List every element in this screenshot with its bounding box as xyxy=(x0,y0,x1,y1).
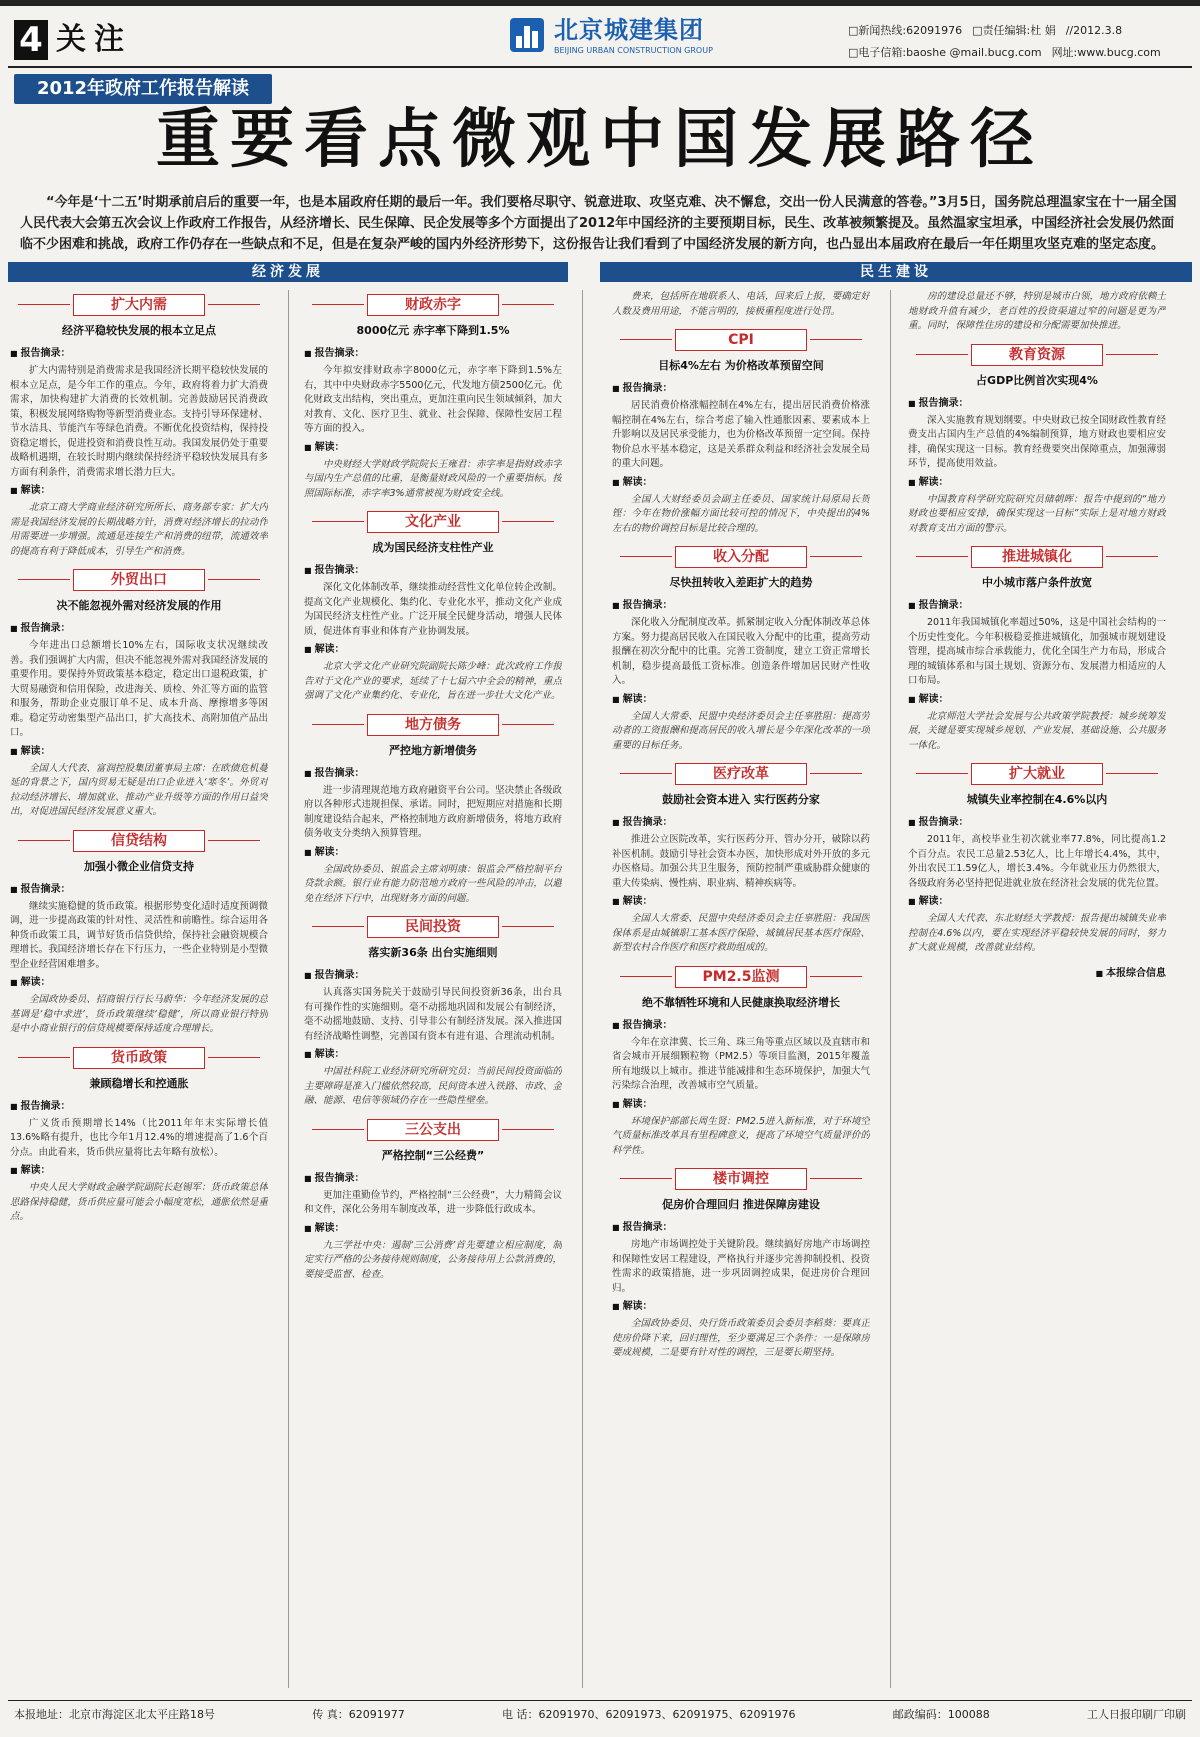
analysis-label: ■ 解读： xyxy=(10,975,268,991)
analysis-label: ■ 解读： xyxy=(908,475,1166,491)
article-subtitle: 尽快扭转收入差距扩大的趋势 xyxy=(669,576,813,589)
analysis-label: ■ 解读： xyxy=(10,1163,268,1179)
report-label: ■ 报告摘录： xyxy=(304,968,562,984)
article xyxy=(10,294,268,559)
report-label: ■ 报告摘录： xyxy=(908,598,1166,614)
footer-rule xyxy=(8,1700,1192,1701)
report-label: ■ 报告摘录： xyxy=(612,1220,870,1236)
analysis-label: ■ 解读： xyxy=(612,692,870,708)
report-text: 今年拟安排财政赤字8000亿元，赤字率下降到1.5%左右，其中中央财政赤字5500亿元，代发地方债2500亿元。优化财政支出结构，突出重点，更加注重向民生领域倾斜，加大对教育、文化、医疗卫生、就业、社会保障、保障性安居工程等方面的投入。 xyxy=(304,365,562,434)
issue-date: //2012.3.8 xyxy=(1065,24,1123,37)
footer-address: 本报地址：北京市海淀区北太平庄路18号 xyxy=(14,1708,215,1721)
analysis-label: ■ 解读： xyxy=(908,894,1166,910)
lead-paragraph: “今年是‘十二五’时期承前启后的重要一年，也是本届政府任期的最后一年。我们要格尽职守、锐意进取、攻坚克难、决不懈怠，交出一份人民满意的答卷。”3月5日，国务院总理温家宝在十一届全国人民代表大会第五次会议上作政府工作报告，从经济增长、民生保障、民企发展等多个方面提出了2012年中国经济的主要预期目标，民生、改革被频繁提及。虽然温家宝坦承，中国经济社会发展仍然面临不少困难和挑战，政府工作仍存在一些缺点和不足，但是在复杂严峻的国内外经济形势下，这份报告让我们看到了中国经济发展的新方向，也凸显出本届政府在最后一年任期里攻坚克难的坚定态度。 xyxy=(20,195,1177,252)
article xyxy=(612,546,870,753)
footer-postcode: 邮政编码：100088 xyxy=(892,1708,990,1721)
column-2 xyxy=(304,290,562,1690)
logo-cn: 北京城建集团 xyxy=(554,16,704,44)
analysis-label: ■ 解读： xyxy=(304,1047,562,1063)
article-tag: 楼市调控 xyxy=(675,1168,807,1190)
report-label: ■ 报告摘录： xyxy=(10,346,268,362)
article-subtitle: 绝不靠牺牲环境和人民健康换取经济增长 xyxy=(642,995,840,1009)
article xyxy=(304,294,562,501)
report-label: ■ 报告摘录： xyxy=(612,1018,870,1034)
article xyxy=(908,546,1166,753)
report-text: 深化收入分配制度改革。抓紧制定收入分配体制改革总体方案。努力提高居民收入在国民收入分配中的比重，提高劳动报酬在初次分配中的比重。完善工资制度，建立工资正常增长机制，稳步提高最低工资标准。创造条件增加居民财产性收入。 xyxy=(612,617,870,686)
analysis-text: 全国人大常委、民盟中央经济委员会主任辜胜阻：我国医保体系是由城镇职工基本医疗保险、城镇居民基本医疗保险、新型农村合作医疗和医疗救助组成的。 xyxy=(612,913,870,953)
analysis-label: ■ 解读： xyxy=(10,483,268,499)
article-subtitle: 8000亿元 赤字率下降到1.5% xyxy=(356,324,510,337)
article xyxy=(304,1119,562,1283)
article-tag: 扩大内需 xyxy=(73,294,205,316)
report-text: 房地产市场调控处于关键阶段。继续搞好房地产市场调控和保障性安居工程建设，严格执行并逐步完善抑制投机、投资性需求的政策措施，进一步巩固调控成果，促进房价合理回归。 xyxy=(612,1239,870,1294)
analysis-text: 环境保护部部长周生贤：PM2.5进入新标准，对于环境空气质量标准改革具有里程碑意义，提高了环境空气质量评价的科学性。 xyxy=(612,1115,870,1156)
band-economy: 经济发展 xyxy=(8,262,568,282)
report-label: ■ 报告摘录： xyxy=(10,1099,268,1115)
report-text: 2011年我国城镇化率超过50%，这是中国社会结构的一个历史性变化。今年积极稳妥推进城镇化，加强城市规划建设管理，提高城市综合承载能力，优化全国生产力布局，形成合理的城镇体系和与国土规划、资源分布、发展潜力相适应的人口布局。 xyxy=(908,617,1166,686)
section-name: 关注 xyxy=(56,22,132,57)
report-text: 推进公立医院改革，实行医药分开、管办分开，破除以药补医机制。鼓励引导社会资本办医，加快形成对外开放的多元办医格局。加强公共卫生服务，预防控制严重威胁群众健康的重大传染病、慢性病、职业病、精神疾病等。 xyxy=(612,834,870,889)
report-text: 2011年，高校毕业生初次就业率77.8%，同比提高1.2个百分点。农民工总量2.53亿人，比上年增长4.4%，其中，外出农民工1.59亿人，增长3.4%。今年就业压力仍然很大，各级政府务必坚持把促进就业放在经济社会发展的优先位置。 xyxy=(908,834,1166,889)
analysis-label: ■ 解读： xyxy=(304,845,562,861)
analysis-text: 中国社科院工业经济研究所研究员：当前民间投资面临的主要障碍是准入门槛依然较高，民间资本进入铁路、市政、金融、能源、电信等领域仍存在一些隐性壁垒。 xyxy=(304,1066,562,1106)
report-text: 深化文化体制改革，继续推动经营性文化单位转企改制。提高文化产业规模化、集约化、专业化水平，推动文化产业成为国民经济支柱性产业。广泛开展全民健身活动，增强人民体质，促进体育事业和体育产业协调发展。 xyxy=(304,582,562,637)
analysis-text: 费来，包括所在地联系人、电话，回来后上报，要确定好人数及费用用途，不能言明的，接极重程度进行处罚。 xyxy=(612,291,870,317)
report-label: ■ 报告摘录： xyxy=(304,766,562,782)
topic-banner: 2012年政府工作报告解读 xyxy=(14,74,272,104)
analysis-label: ■ 解读： xyxy=(612,1299,870,1315)
column-rule xyxy=(890,290,891,1688)
article-tag: 信贷结构 xyxy=(73,830,205,852)
article-tag: 教育资源 xyxy=(971,344,1103,366)
article-tag: 民间投资 xyxy=(367,916,499,938)
article-tag: CPI xyxy=(675,329,807,351)
report-label: ■ 报告摘录： xyxy=(612,815,870,831)
analysis-text: 全国人大常委、民盟中央经济委员会主任辜胜阻：提高劳动者的工资报酬和提高居民的收入增长是今年深化改革的一项重要的目标任务。 xyxy=(612,710,870,751)
article-tag: 地方债务 xyxy=(367,714,499,736)
analysis-label: ■ 解读： xyxy=(612,475,870,491)
article-tag: PM2.5监测 xyxy=(675,966,807,988)
column-rule xyxy=(582,290,583,1688)
article xyxy=(304,916,562,1109)
article xyxy=(10,569,268,820)
article xyxy=(10,830,268,1037)
footer-fax: 传 真：62091977 xyxy=(312,1708,405,1721)
email-link[interactable]: □电子信箱:baoshe @mail.bucg.com xyxy=(848,46,1042,59)
article-subtitle: 落实新36条 出台实施细则 xyxy=(368,946,498,959)
report-text: 今年进出口总额增长10%左右，国际收支状况继续改善。我们强调扩大内需，但决不能忽视外需对我国经济发展的重要作用。要保持外贸政策基本稳定，稳定出口退税政策，扩大贸易融资和信用保险，改进海关、质检、外汇等方面的监管和服务，帮助企业克服订单不足、成本升高、摩擦增多等困难。稳定劳动密集型产品出口，扩大高技术、高附加值产品出口。 xyxy=(10,640,268,738)
analysis-text: 北京工商大学商业经济研究所所长、商务部专家：扩大内需是我国经济发展的长期战略方针，消费对经济增长的拉动作用需要进一步增强。流通是连接生产和消费的纽带，流通效率的提高有利于降低成本，引导生产和消费。 xyxy=(10,502,268,557)
article xyxy=(612,763,870,956)
article-subtitle: 加强小微企业信贷支持 xyxy=(84,859,194,873)
editor: □责任编辑:杜 娟 xyxy=(972,24,1056,37)
analysis-label: ■ 解读： xyxy=(612,1097,870,1113)
article-subtitle: 兼顾稳增长和控通胀 xyxy=(89,1076,189,1090)
article-subtitle: 占GDP比例首次实现4% xyxy=(976,373,1098,387)
top-rule xyxy=(0,0,1200,6)
analysis-label: ■ 解读： xyxy=(304,440,562,456)
article-tag: 医疗改革 xyxy=(675,763,807,785)
column-1 xyxy=(10,290,268,1690)
article xyxy=(612,290,870,319)
report-text: 认真落实国务院关于鼓励引导民间投资新36条，出台具有可操作性的实施细则。毫不动摇地巩固和发展公有制经济，毫不动摇地鼓励、支持、引导非公有制经济发展。深入推进国有经济战略性调整，完善国有资本有进有退、合理流动机制。 xyxy=(304,987,562,1042)
website-link[interactable]: 网址:www.bucg.com xyxy=(1051,46,1161,59)
analysis-text: 全国政协委员、央行货币政策委员会委员李稻葵：要真正使房价降下来，回归理性，至少要满足三个条件：一是保障房要成规模，二是要有针对性的调控，三是要长期坚持。 xyxy=(612,1318,870,1358)
article-subtitle: 目标4%左右 为价格改革预留空间 xyxy=(658,359,824,372)
analysis-text: 中国教育科学研究院研究员储朝晖：报告中提到的“地方财政也要相应安排，确保实现这一目标”实际上是对地方财政对教育支出方面的警示。 xyxy=(908,493,1166,534)
article-tag: 外贸出口 xyxy=(73,569,205,591)
report-text: 更加注重勤俭节约，严格控制“三公经费”，大力精简会议和文件，深化公务用车制度改革，进一步降低行政成本。 xyxy=(304,1189,562,1215)
report-label: ■ 报告摘录： xyxy=(304,563,562,579)
analysis-text: 北京师范大学社会发展与公共政策学院教授：城乡统筹发展，关键是要实现城乡规划、产业发展、基础设施、公共服务一体化。 xyxy=(908,710,1166,751)
hotline: □新闻热线:62091976 xyxy=(848,24,963,37)
footer xyxy=(14,1706,1186,1724)
footer-phone: 电 话：62091970、62091973、62091975、62091976 xyxy=(502,1708,796,1721)
article xyxy=(304,714,562,907)
article-tag: 扩大就业 xyxy=(971,763,1103,785)
header-rule xyxy=(8,66,1192,68)
report-label: ■ 报告摘录： xyxy=(612,381,870,397)
analysis-text: 全国政协委员、银监会主席刘明康：银监会严格控制平台贷款余额。银行业有能力防范地方政府一些风险的冲击，以避免在经济下行中，出现财务方面的问题。 xyxy=(304,863,562,904)
analysis-text: 全国人大代表、富润控股集团董事局主席：在欧债危机蔓延的背景之下，国内贸易无疑是出口企业进入‘寒冬’。外贸对拉动经济增长、增加就业、推动产业升级等方面的作用日益突出，对促进国民经济发展意义重大。 xyxy=(10,762,268,817)
article-subtitle: 严格控制“三公经费” xyxy=(381,1148,485,1162)
band-livelihood: 民生建设 xyxy=(600,262,1192,282)
report-label: ■ 报告摘录： xyxy=(304,346,562,362)
masthead-meta xyxy=(848,20,1193,64)
report-text: 深入实施教育规划纲要。中央财政已按全国财政性教育经费支出占国内生产总值的4%编制预算，地方财政也要相应安排，确保实现这一目标。教育经费要突出保障重点，加强薄弱环节，提高使用效益。 xyxy=(908,414,1166,469)
logo xyxy=(508,14,718,60)
report-text: 扩大内需特别是消费需求是我国经济长期平稳较快发展的根本立足点，是今年工作的重点。今年，政府将着力扩大消费需求，加快构建扩大消费的长效机制。完善鼓励居民消费政策，积极发展网络购物等新型消费业态。支持引导环保建材、节水洁具、节能汽车等绿色消费。不断优化投资结构，保持投资稳定增长，促进投资和消费良性互动。我国发展仍处于重要战略机遇期，在较长时期内继续保持经济平稳较快发展具有多方面有利条件，消费需求增长潜力巨大。 xyxy=(10,365,268,478)
report-label: ■ 报告摘录： xyxy=(908,396,1166,412)
analysis-label: ■ 解读： xyxy=(304,1221,562,1237)
analysis-text: 全国人大代表、东北财经大学教授：报告提出城镇失业率控制在4.6%以内，要在实现经济平稳较快发展的同时，努力扩大就业规模，改善就业结构。 xyxy=(908,913,1166,953)
report-label: ■ 报告摘录： xyxy=(304,1171,562,1187)
report-label: ■ 报告摘录： xyxy=(10,882,268,898)
article xyxy=(908,344,1166,537)
article-tag: 三公支出 xyxy=(367,1119,499,1141)
report-text: 今年在京津冀、长三角、珠三角等重点区域以及直辖市和省会城市开展细颗粒物（PM2.5）等项目监测，2015年覆盖所有地级以上城市。推进节能减排和生态环境保护，加强大气污染综合治理，改善城市空气质量。 xyxy=(612,1036,870,1091)
article-tag: 财政赤字 xyxy=(367,294,499,316)
article-tag: 收入分配 xyxy=(675,546,807,568)
report-label: ■ 报告摘录： xyxy=(612,598,870,614)
article-subtitle: 鼓励社会资本进入 实行医药分家 xyxy=(662,793,820,806)
analysis-text: 房的建设总量还不够，特别是城市白领，地方政府依赖土地财政升值有减少，老百姓的投资渠道过窄的问题是更为严重。同时，保障性住房的建设和分配需要加快推进。 xyxy=(908,291,1166,331)
report-label: ■ 报告摘录： xyxy=(908,815,1166,831)
article-subtitle: 决不能忽视外需对经济发展的作用 xyxy=(56,599,222,612)
article xyxy=(612,329,870,536)
article-tag: 推进城镇化 xyxy=(971,546,1103,568)
article xyxy=(612,1168,870,1361)
report-text: 居民消费价格涨幅控制在4%左右，提出居民消费价格涨幅控制在4%左右，综合考虑了输入性通胀因素、要素成本上升影响以及居民承受能力，也为价格改革预留一定空间。保持物价总水平基本稳定，这是关系群众利益和经济社会发展全局的重大问题。 xyxy=(612,400,870,469)
analysis-text: 中央人民大学财政金融学院副院长赵锡军：货币政策总体思路保持稳健，货币供应量可能会小幅度宽松，通胀依然是重点。 xyxy=(10,1182,268,1222)
report-label: ■ 报告摘录： xyxy=(10,621,268,637)
article-tag: 货币政策 xyxy=(73,1047,205,1069)
logo-mark-icon xyxy=(508,16,546,54)
article-subtitle: 成为国民经济支柱性产业 xyxy=(372,541,494,554)
article xyxy=(908,763,1166,956)
report-text: 广义货币预期增长14%（比2011年年末实际增长值13.6%略有提升，也比今年1月12.4%的增速提高了1.6个百分点。由此看来，货币供应量将比去年略有放松）。 xyxy=(10,1117,268,1158)
analysis-text: 全国政协委员、招商银行行长马蔚华：今年经济发展的总基调是‘稳中求进’，货币政策继续‘稳健’，所以商业银行特别是中小商业银行的信贷规模要保持适度合理增长。 xyxy=(10,994,268,1034)
article-subtitle: 促房价合理回归 推进保障房建设 xyxy=(662,1198,820,1211)
article xyxy=(304,511,562,704)
analysis-label: ■ 解读： xyxy=(10,744,268,760)
report-text: 继续实施稳健的货币政策。根据形势变化适时适度预调微调，进一步提高政策的针对性、灵活性和前瞻性。综合运用各种货币政策工具，调节好货币信贷供给，保持社会融资规模合理增长。我国经济增长存在下行压力，一些企业特别是小型微型企业经营困难增多。 xyxy=(10,900,268,970)
analysis-text: 中央财经大学财政学院院长王雍君：赤字率是指财政赤字与国内生产总值的比重，是衡量财政风险的一个重要指标。按照国际标准，赤字率3%通常被视为财政安全线。 xyxy=(304,458,562,499)
article-subtitle: 中小城市落户条件放宽 xyxy=(982,576,1092,589)
analysis-label: ■ 解读： xyxy=(612,894,870,910)
analysis-text: 全国人大财经委员会副主任委员、国家统计局原局长贺铿：今年在物价涨幅方面比较可控的情况下，中央提出的4%左右的物价调控目标是比较合理的。 xyxy=(612,493,870,534)
end-note: ■ 本报综合信息 xyxy=(908,966,1166,982)
article-subtitle: 城镇失业率控制在4.6%以内 xyxy=(966,793,1108,806)
article-subtitle: 经济平稳较快发展的根本立足点 xyxy=(62,324,216,337)
article xyxy=(612,966,870,1159)
column-3 xyxy=(612,290,870,1690)
analysis-label: ■ 解读： xyxy=(304,642,562,658)
column-rule xyxy=(288,290,289,1688)
analysis-text: 北京大学文化产业研究院副院长陈少峰：此次政府工作报告对于文化产业的要求，延续了十七届六中全会的精神，重点强调了文化产业集约化、专业化，旨在进一步壮大文化产业。 xyxy=(304,661,562,701)
analysis-text: 九三学社中央：遏制‘三公消费’首先要建立相应制度，制定实行严格的公务接待规则制度，公务接待用上公款消费的，要接受监督、检查。 xyxy=(304,1239,562,1280)
page-number: 4 xyxy=(14,20,48,60)
footer-printer: 工人日报印刷厂印刷 xyxy=(1086,1708,1186,1721)
analysis-label: ■ 解读： xyxy=(908,692,1166,708)
column-4 xyxy=(908,290,1166,1690)
article xyxy=(10,1047,268,1225)
report-text: 进一步清理规范地方政府融资平台公司。坚决禁止各级政府以各种形式违规担保、承诺。同时，把短期应对措施和长期制度建设结合起来，严格控制地方政府新增债务，将地方政府债务收支分类纳入预算管理。 xyxy=(304,784,562,839)
article-tag: 文化产业 xyxy=(367,511,499,533)
logo-en: BEIJING URBAN CONSTRUCTION GROUP xyxy=(554,46,713,55)
article xyxy=(908,290,1166,334)
headline: 重要看点微观中国发展路径 xyxy=(156,102,1044,177)
article-subtitle: 严控地方新增债务 xyxy=(389,743,477,757)
